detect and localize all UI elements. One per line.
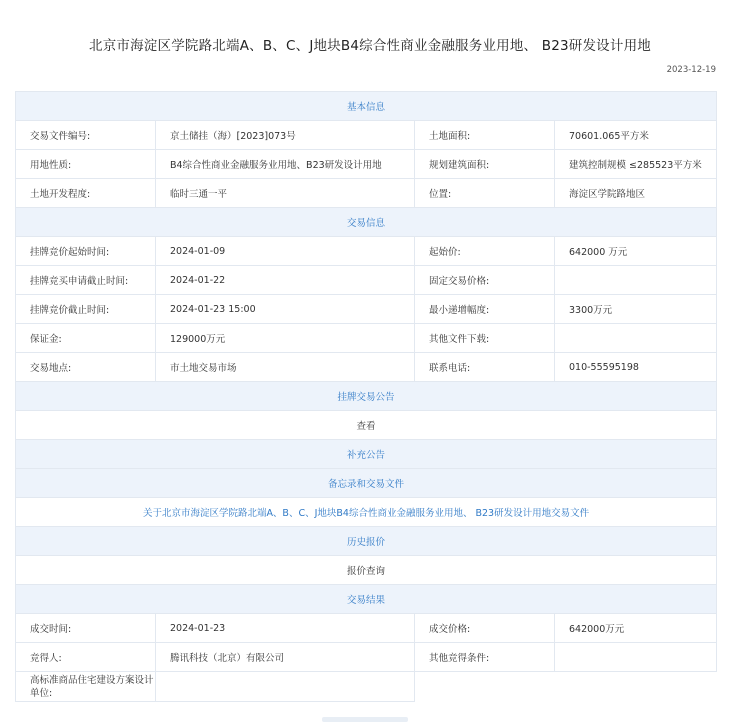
- empty-cell: [415, 672, 555, 702]
- design-unit-value: [156, 672, 415, 702]
- section-header-basic: 基本信息: [16, 92, 717, 121]
- deal-price-value: 642000万元: [555, 614, 717, 643]
- price-query-row: [16, 556, 717, 585]
- table-row: [16, 266, 717, 295]
- deposit-label: 保证金:: [16, 324, 156, 353]
- section-header-trade: 交易信息: [16, 208, 717, 237]
- table-row: [16, 353, 717, 382]
- other-cond-label: 其他竞得条件:: [415, 643, 555, 672]
- location-label: 位置:: [415, 179, 555, 208]
- land-use-label: 用地性质:: [16, 150, 156, 179]
- table-row: [16, 237, 717, 266]
- land-use-value: B4综合性商业金融服务业用地、B23研发设计用地: [156, 150, 415, 179]
- build-area-label: 规划建筑面积:: [415, 150, 555, 179]
- design-unit-label: 高标准商品住宅建设方案设计单位:: [16, 672, 156, 702]
- fixed-price-label: 固定交易价格:: [415, 266, 555, 295]
- bid-end-value: 2024-01-23 15:00: [156, 295, 415, 324]
- memo-header-row: [16, 469, 717, 498]
- trade-place-label: 交易地点:: [16, 353, 156, 382]
- memo-file-link[interactable]: 关于北京市海淀区学院路北端A、B、C、J地块B4综合性商业金融服务业用地、 B23研发设计用地交易文件: [16, 498, 717, 527]
- location-value: 海淀区学院路地区: [555, 179, 717, 208]
- winner-label: 竞得人:: [16, 643, 156, 672]
- table-row: [16, 614, 717, 643]
- phone-label: 联系电话:: [415, 353, 555, 382]
- page-title: 北京市海淀区学院路北端A、B、C、J地块B4综合性商业金融服务业用地、 B23研发设计用地: [89, 38, 651, 54]
- deposit-value: 129000万元: [156, 324, 415, 353]
- section-trade-row: [16, 208, 717, 237]
- supplement-link[interactable]: 补充公告: [16, 440, 717, 469]
- price-query-link[interactable]: 报价查询: [16, 556, 717, 585]
- build-area-value: 建筑控制规模 ≤285523平方米: [555, 150, 717, 179]
- deal-price-label: 成交价格:: [415, 614, 555, 643]
- publish-date: 2023-12-19: [666, 65, 716, 75]
- doc-no-label: 交易文件编号:: [16, 121, 156, 150]
- land-area-label: 土地面积:: [415, 121, 555, 150]
- apply-end-value: 2024-01-22: [156, 266, 415, 295]
- supplement-row: [16, 440, 717, 469]
- deal-time-value: 2024-01-23: [156, 614, 415, 643]
- section-header-history: 历史报价: [16, 527, 717, 556]
- phone-value: 010-55595198: [555, 353, 717, 382]
- winner-value: 腾讯科技（北京）有限公司: [156, 643, 415, 672]
- table-row: [16, 643, 717, 672]
- view-row: [16, 411, 717, 440]
- bottom-scroll-handle[interactable]: [322, 717, 408, 722]
- table-row: [16, 179, 717, 208]
- start-price-label: 起始价:: [415, 237, 555, 266]
- table-row: [16, 121, 717, 150]
- history-header-row: [16, 527, 717, 556]
- bid-start-label: 挂牌竞价起始时间:: [16, 237, 156, 266]
- table-row: [16, 150, 717, 179]
- apply-end-label: 挂牌竞买申请截止时间:: [16, 266, 156, 295]
- fixed-price-value: [555, 266, 717, 295]
- deal-time-label: 成交时间:: [16, 614, 156, 643]
- doc-no-value: 京土储挂（海）[2023]073号: [156, 121, 415, 150]
- land-area-value: 70601.065平方米: [555, 121, 717, 150]
- view-link[interactable]: 查看: [16, 411, 717, 440]
- bid-end-label: 挂牌竞价截止时间:: [16, 295, 156, 324]
- announcement-row: [16, 382, 717, 411]
- section-result-row: [16, 585, 717, 614]
- announcement-link[interactable]: 挂牌交易公告: [16, 382, 717, 411]
- trade-place-value: 市土地交易市场: [156, 353, 415, 382]
- empty-cell: [555, 672, 717, 702]
- increment-label: 最小递增幅度:: [415, 295, 555, 324]
- section-basic-row: [16, 92, 717, 121]
- section-header-result: 交易结果: [16, 585, 717, 614]
- start-price-value: 642000 万元: [555, 237, 717, 266]
- table-row: [16, 672, 717, 702]
- increment-value: 3300万元: [555, 295, 717, 324]
- memo-file-row: [16, 498, 717, 527]
- dev-level-value: 临时三通一平: [156, 179, 415, 208]
- other-docs-value[interactable]: [555, 324, 717, 353]
- table-row: [16, 324, 717, 353]
- other-docs-label: 其他文件下载:: [415, 324, 555, 353]
- other-cond-value: [555, 643, 717, 672]
- section-header-memo: 备忘录和交易文件: [16, 469, 717, 498]
- bid-start-value: 2024-01-09: [156, 237, 415, 266]
- table-row: [16, 295, 717, 324]
- land-info-table: [15, 91, 717, 702]
- dev-level-label: 土地开发程度:: [16, 179, 156, 208]
